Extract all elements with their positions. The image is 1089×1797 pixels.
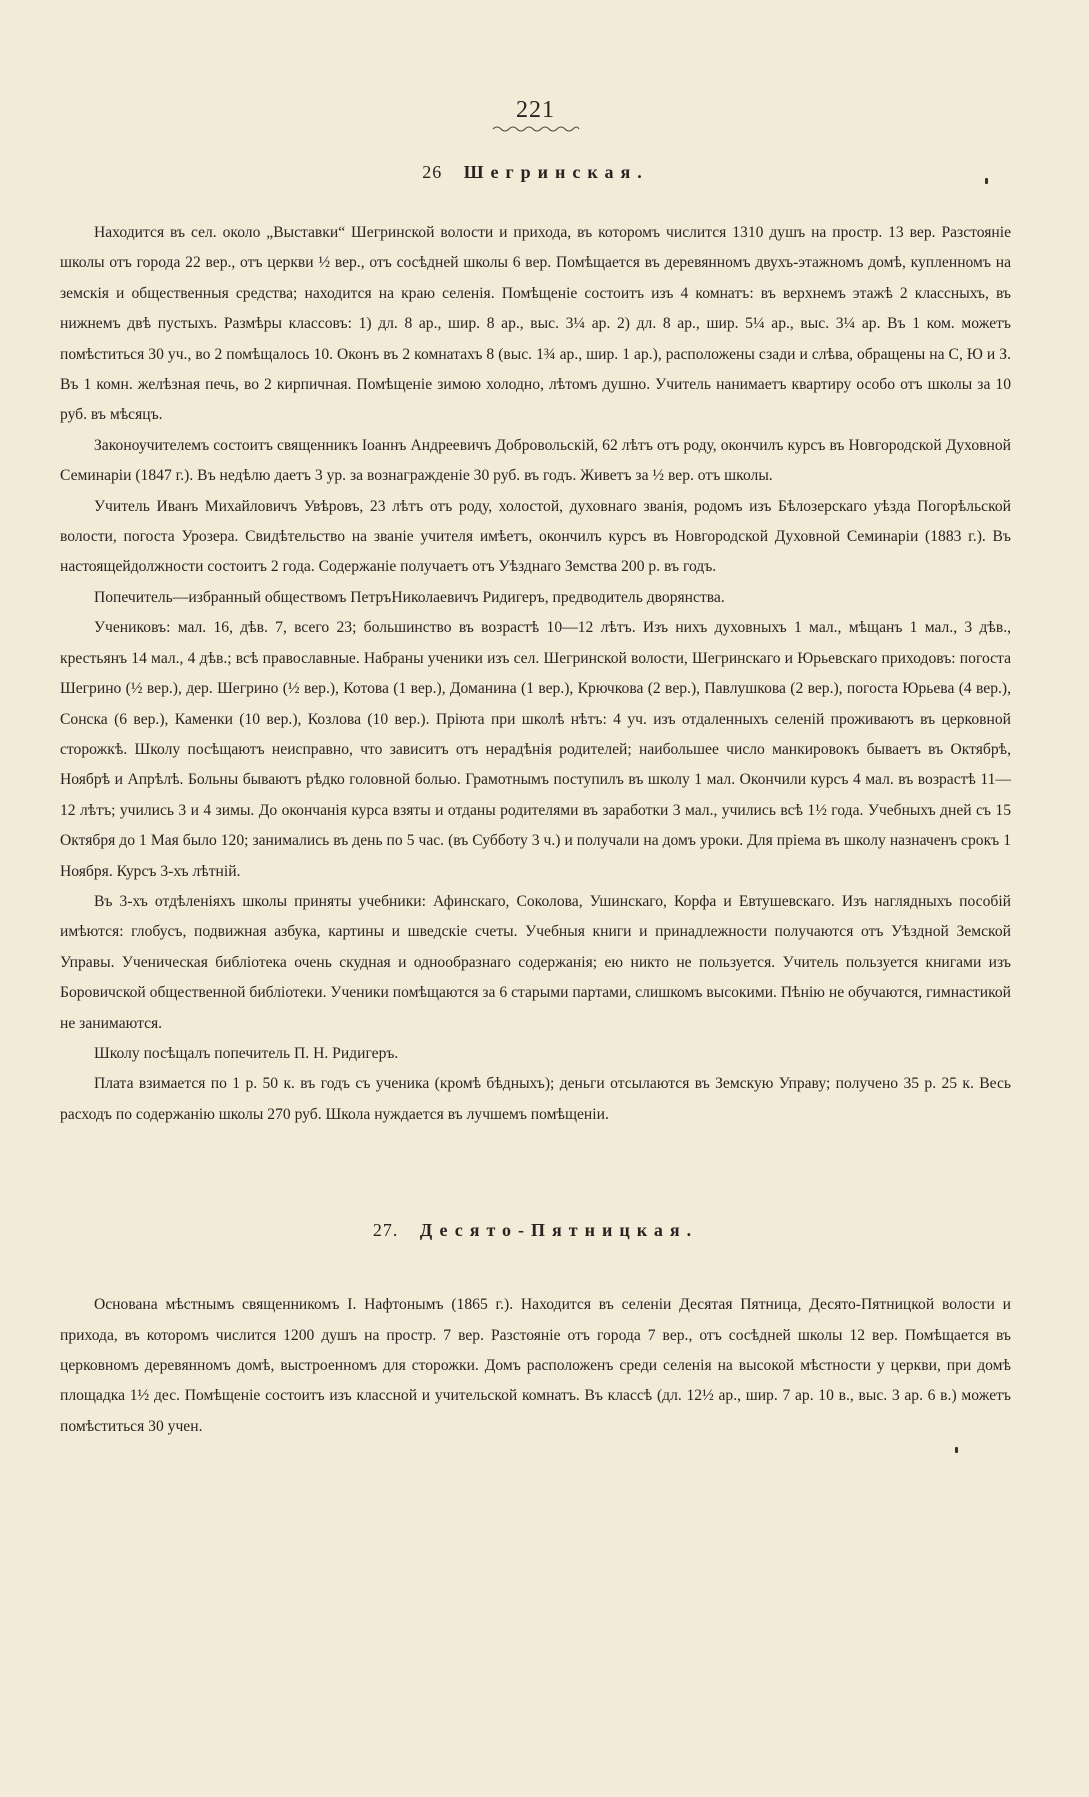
- paragraph: Учениковъ: мал. 16, дѣв. 7, всего 23; большинство въ возрастѣ 10—12 лѣтъ. Изъ нихъ духовныхъ 1 мал., мѣщанъ 1 мал., 3 дѣв., крестьянъ 14 мал., 4 дѣв.; всѣ православные. Набраны ученики изъ сел. Шегринской волости, Шегринскаго и Юрьевскаго приходовъ: погоста Шегрино (½ вер.), дер. Шегрино (½ вер.), Котова (1 вер.), Доманина (1 вер.), Крючкова (2 вер.), Павлушкова (2 вер.), погоста Юрьева (4 вер.), Сонска (6 вер.), Каменки (10 вер.), Козлова (10 вер.). Пріюта при школѣ нѣтъ: 4 уч. изъ отдаленныхъ селеній проживаютъ въ церковной сторожкѣ. Школу посѣщаютъ неисправно, что зависитъ отъ нерадѣнія родителей; наибольшее число манкировокъ бываетъ въ Октябрѣ, Ноябрѣ и Апрѣлѣ. Больны бываютъ рѣдко головной болью. Грамотнымъ поступилъ въ школу 1 мал. Окончили курсъ 4 мал. въ возрастѣ 11—12 лѣтъ; учились 3 и 4 зимы. До окончанія курса взяты и отданы родителями въ заработки 3 мал., учились всѣ 1½ года. Учебныхъ дней съ 15 Октября до 1 Мая было 120; занимались въ день по 5 час. (въ Субботу 3 ч.) и получали на домъ уроки. Для пріема въ школу назначенъ срокъ 1 Ноября. Курсъ 3-хъ лѣтній.: [60, 619, 1011, 880]
- section-number: 27.: [372, 1220, 399, 1241]
- paragraph: Школу посѣщалъ попечитель П. Н. Ридигеръ.: [94, 1044, 399, 1062]
- paragraph: Въ 3-хъ отдѣленіяхъ школы приняты учебники: Афинскаго, Соколова, Ушинскаго, Корфа и Евтушевскаго. Изъ наглядныхъ пособій имѣются: глобусъ, подвижная азбука, картины и шведскіе счеты. Учебныя книги и принадлежности получаются отъ Уѣздной Земской Управы. Ученическая библіотека очень скудная и однообразнаго содержанія; ею никто не пользуется. Учитель пользуется книгами изъ Боровичской общественной библіотеки. Ученики помѣщаются за 6 старыми партами, слишкомъ высокими. Пѣнію не обучаются, гимнастикой не занимаются.: [60, 892, 1011, 1032]
- section-title: Шегринская.: [463, 162, 649, 182]
- section-title: Десято-Пятницкая.: [419, 1220, 699, 1241]
- school-entry-27: [60, 1218, 1011, 1442]
- paragraph: Попечитель—избранный обществомъ ПетръНиколаевичъ Ридигеръ, предводитель дворянства.: [94, 588, 725, 606]
- school-entry-26: [60, 160, 1011, 1130]
- paragraph: Плата взимается по 1 р. 50 к. въ годъ съ ученика (кромѣ бѣдныхъ); деньги отсылаются въ Земскую Управу; получено 35 р. 25 к. Весь расходъ по содержанію школы 270 руб. Школа нуждается въ лучшемъ помѣщеніи.: [60, 1075, 1011, 1123]
- paragraph: Основана мѣстнымъ священникомъ І. Нафтонымъ (1865 г.). Находится въ селеніи Десятая Пятница, Десято-Пятницкой волости и прихода, въ которомъ числится 1200 душъ на простр. 7 вер. Разстояніе отъ города 7 вер., отъ сосѣдней школы 12 вер. Помѣщается въ церковномъ деревянномъ домѣ, выстроенномъ для сторожки. Домъ расположенъ среди селенія на высокой мѣстности у церкви, при домѣ площадка 1½ дес. Помѣщеніе состоитъ изъ классной и учительской комнатъ. Въ классѣ (дл. 12½ ар., шир. 7 ар. 10 в., выс. 3 ар. 6 в.) можетъ помѣститься 30 учен.: [60, 1296, 1011, 1435]
- section-heading: [60, 160, 1011, 184]
- paragraph: Находится въ сел. около „Выставки“ Шегринской волости и прихода, въ которомъ числится 1310 душъ на простр. 13 вер. Разстояніе школы отъ города 22 вер., отъ церкви ½ вер., отъ сосѣдней школы 6 вер. Помѣщается въ деревянномъ двухъ-этажномъ домѣ, купленномъ на земскія и общественныя средства; находится на краю селенія. Помѣщеніе состоитъ изъ 4 комнатъ: въ верхнемъ этажѣ 2 классныхъ, въ нижнемъ двѣ пустыхъ. Размѣры классовъ: 1) дл. 8 ар., шир. 8 ар., выс. 3¼ ар. 2) дл. 8 ар., шир. 5¼ ар., выс. 3¼ ар. Въ 1 ком. можетъ помѣститься 30 уч., во 2 помѣщалось 10. Оконъ въ 2 комнатахъ 8 (выс. 1¾ ар., шир. 1 ар.), расположены сзади и слѣва, обращены на С, Ю и З. Въ 1 комн. желѣзная печь, во 2 кирпичная. Помѣщеніе зимою холодно, лѣтомъ душно. Учитель нанимаетъ квартиру особо отъ школы за 10 руб. въ мѣсяцъ.: [60, 224, 1011, 424]
- section-heading: [60, 1218, 1011, 1242]
- section-body: [60, 218, 1011, 1130]
- wavy-rule-ornament: [491, 124, 581, 134]
- paragraph: Законоучителемъ состоитъ священникъ Іоаннъ Андреевичъ Добровольскій, 62 лѣтъ отъ роду, окончилъ курсъ въ Новгородской Духовной Семинаріи (1847 г.). Въ недѣлю даетъ 3 ур. за вознагражденіе 30 руб. въ годъ. Живетъ за ½ вер. отъ школы.: [60, 436, 1011, 485]
- paragraph: Учитель Иванъ Михайловичъ Увѣровъ, 23 лѣтъ отъ роду, холостой, духовнаго званія, родомъ изъ Бѣлозерскаго уѣзда Погорѣльской волости, погоста Урозера. Свидѣтельство на званіе учителя имѣетъ, окончилъ курсъ въ Новгородской Духовной Семинаріи (1883 г.). Въ настоящейдолжности состоитъ 2 года. Содержаніе получаетъ отъ Уѣзднаго Земства 200 р. въ годъ.: [60, 497, 1011, 576]
- ink-speck: [955, 1447, 958, 1453]
- ink-speck: [985, 178, 988, 184]
- section-body: [60, 1290, 1011, 1442]
- section-number: 26: [422, 162, 443, 182]
- page-number: 221: [516, 97, 555, 123]
